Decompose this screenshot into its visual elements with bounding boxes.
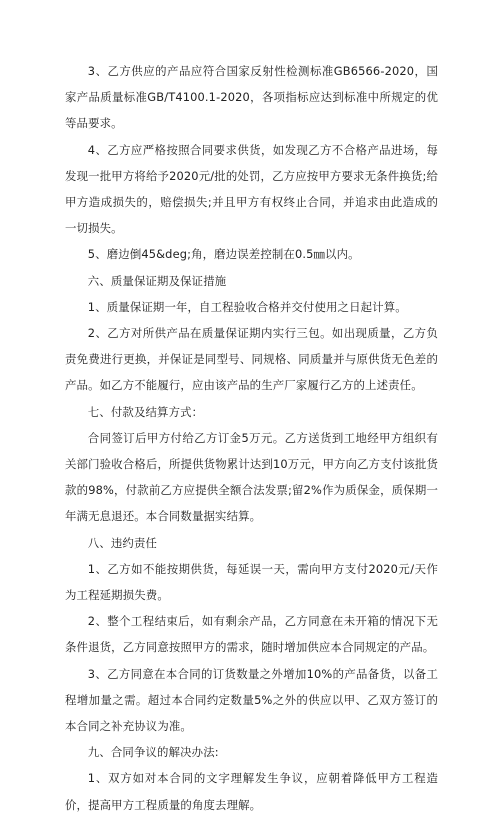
section-heading-disputes: 九、合同争议的解决办法: — [87, 745, 219, 760]
clause-delay-penalty: 1、乙方如不能按期供货，每延误一天，需向甲方支付2020元/天作为工程延期损失费。 — [65, 561, 438, 603]
clause-quality-standard: 3、乙方供应的产品应符合国家反射性检测标准GB6566-2020，国家产品质量标准GB/T4100.1-2020，各项指标应达到标准中所规定的优等品要求。 — [65, 64, 438, 131]
clause-edge-grinding: 5、磨边倒45&deg;角，磨边误差控制在0.5㎜以内。 — [87, 247, 360, 262]
section-heading-breach: 八、违约责任 — [87, 535, 158, 550]
section-heading-warranty: 六、质量保证期及保证措施 — [87, 273, 227, 288]
clause-warranty-replacement: 2、乙方对所供产品在质量保证期内实行三包。如出现质量，乙方负责免费进行更换，并保证是同型号、同规格、同质量并与原供货无色差的产品。如乙方不能履行，应由该产品的生产厂家履行乙方的上述责任。 — [65, 326, 438, 393]
clause-payment-terms: 合同签订后甲方付给乙方订金5万元。乙方送货到工地经甲方组织有关部门验收合格后，所提供货物累计达到10万元，甲方向乙方支付该批货款的98%，付款前乙方应提供全额合法发票;留2%作为质保金，质保期一年满无息退还。本合同数量据实结算。 — [65, 430, 438, 524]
clause-nonconforming-penalty: 4、乙方应严格按照合同要求供货，如发现乙方不合格产品进场，每发现一批甲方将给予2020元/批的处罚，乙方应按甲方要求无条件换货;给甲方造成损失的，赔偿损失;并且甲方有权终止合同，并追求由此造成的一切损失。 — [65, 142, 438, 236]
clause-extra-stock: 3、乙方同意在本合同的订货数量之外增加10%的产品备货，以备工程增加量之需。超过本合同约定数量5%之外的供应以甲、乙双方签订的本合同之补充协议为准。 — [65, 666, 438, 734]
clause-surplus-return: 2、整个工程结束后，如有剩余产品，乙方同意在未开箱的情况下无条件退货，乙方同意按照甲方的需求，随时增加供应本合同规定的产品。 — [65, 614, 438, 655]
section-heading-payment: 七、付款及结算方式： — [87, 404, 204, 419]
clause-warranty-period: 1、质量保证期一年，自工程验收合格并交付使用之日起计算。 — [87, 299, 407, 314]
clause-dispute-interpretation: 1、双方如对本合同的文字理解发生争议，应朝着降低甲方工程造价，提高甲方工程质量的角度去理解。 — [65, 771, 438, 812]
